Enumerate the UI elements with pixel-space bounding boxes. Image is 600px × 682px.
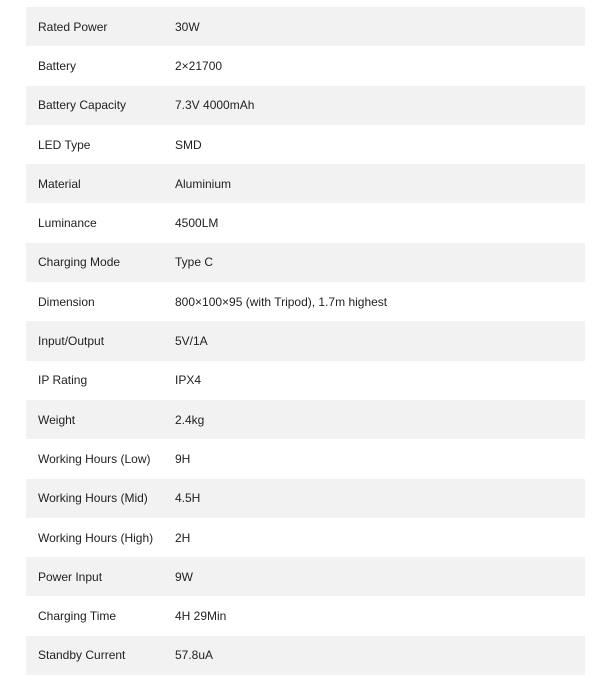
spec-row-charging-mode	[26, 243, 585, 282]
spec-value: 2×21700	[175, 58, 223, 73]
spec-label: Working Hours (Mid)	[38, 491, 148, 506]
spec-value: IPX4	[175, 373, 202, 388]
spec-label: Battery	[38, 58, 77, 73]
spec-label: Weight	[38, 412, 76, 427]
spec-label: IP Rating	[38, 373, 88, 388]
spec-value: 2.4kg	[175, 412, 205, 427]
spec-label: Working Hours (High)	[38, 530, 154, 545]
spec-row-charging-time	[26, 596, 585, 635]
spec-label: Power Input	[38, 569, 103, 584]
spec-row-standby-current	[26, 636, 585, 675]
spec-value: 800×100×95 (with Tripod), 1.7m highest	[175, 294, 388, 309]
spec-row-luminance	[26, 203, 585, 242]
spec-label: LED Type	[38, 137, 91, 152]
spec-row-battery	[26, 46, 585, 85]
spec-label: Working Hours (Low)	[38, 451, 151, 466]
spec-row-power-input	[26, 557, 585, 596]
spec-value: 4500LM	[175, 216, 219, 231]
spec-value: Type C	[175, 255, 214, 270]
spec-value: 9H	[175, 451, 191, 466]
spec-row-battery-capacity	[26, 86, 585, 125]
spec-row-weight	[26, 400, 585, 439]
spec-value: 2H	[175, 530, 191, 545]
spec-label: Battery Capacity	[38, 98, 127, 113]
spec-label: Luminance	[38, 216, 97, 231]
spec-table	[26, 7, 585, 675]
spec-label: Input/Output	[38, 334, 105, 349]
spec-row-input-output	[26, 321, 585, 360]
spec-value: SMD	[175, 137, 202, 152]
spec-row-working-hours-low	[26, 439, 585, 478]
spec-value: Aluminium	[175, 176, 232, 191]
spec-label: Standby Current	[38, 648, 126, 663]
spec-label: Material	[38, 176, 81, 191]
spec-row-ip-rating	[26, 361, 585, 400]
spec-label: Dimension	[38, 294, 95, 309]
spec-row-led-type	[26, 125, 585, 164]
spec-row-material	[26, 164, 585, 203]
spec-label: Charging Time	[38, 609, 117, 624]
spec-value: 4H 29Min	[175, 609, 227, 624]
spec-label: Charging Mode	[38, 255, 121, 270]
spec-row-working-hours-mid	[26, 479, 585, 518]
spec-row-rated-power	[26, 7, 585, 46]
spec-value: 30W	[175, 19, 200, 34]
spec-value: 5V/1A	[175, 334, 208, 349]
spec-value: 7.3V 4000mAh	[175, 98, 255, 113]
spec-label: Rated Power	[38, 19, 108, 34]
spec-row-working-hours-high	[26, 518, 585, 557]
spec-value: 57.8uA	[175, 648, 214, 663]
spec-row-dimension	[26, 282, 585, 321]
spec-value: 4.5H	[175, 491, 201, 506]
spec-value: 9W	[175, 569, 193, 584]
